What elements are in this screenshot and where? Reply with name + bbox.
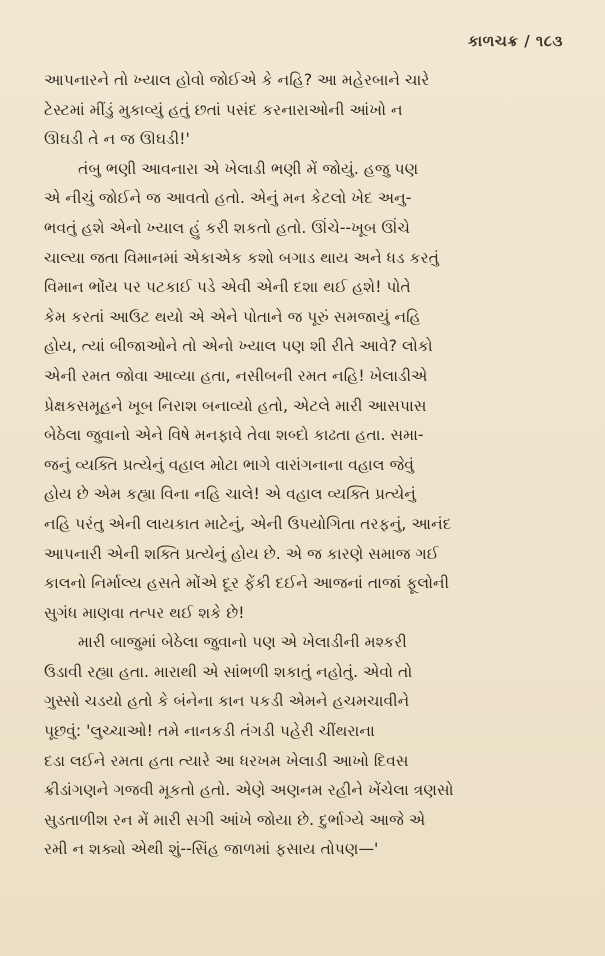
text-line: ગુસ્સો ચડયો હતો કે બંનેના કાન પકડી એમને હચમચાવીને [44,692,410,711]
text-line: રમી ન શક્યો એથી શું--સિંહ જાળમાં ફસાય તોપણ—' [44,840,379,859]
text-line: વિમાન ભોંય પર પટકાઈ પડે એવી એની દશા થઈ હશે! પોતે [44,278,411,297]
body-text [44,66,574,865]
text-line: હોય છે એમ કહ્યા વિના નહિ ચાલે! એ વહાલ વ્યક્તિ પ્રત્યેનું [44,485,416,504]
text-line: ચાલ્યા જતા વિમાનમાં એકાએક કશો બગાડ થાય અને ધડ કરતું [44,248,439,267]
text-line: જનું વ્યક્તિ પ્રત્યેનું વહાલ મોટા ભાગે વારાંગનાના વહાલ જેવું [44,455,414,474]
running-head: કાળચક્ર / ૧૮૩ [467,32,563,50]
text-line: પૂછવું: 'લુચ્ચાઓ! તમે નાનકડી તંગડી પહેરી ચીંથરાના [44,722,375,741]
text-line: ઊઘડી તે ન જ ઊઘડી!' [44,130,190,149]
text-line: તંબુ ભણી આવનારા એ ખેલાડી ભણી મેં જોયું. હજુ પણ [78,159,419,178]
text-line: એની રમત જોવા આવ્યા હતા, નસીબની રમત નહિ! ખેલાડીએ [44,366,428,385]
text-line: આપનારને તો ખ્યાલ હોવો જોઈએ કે નહિ? આ મહેરબાને ચારે [44,71,430,89]
text-line: ટેસ્ટમાં મીંડું મુકાવ્યું હતું છતાં પસંદ કરનારાઓની આંખો ન [44,100,403,119]
text-line: કાલનો નિર્માલ્ય હસતે મોંએ દૂર ફેંકી દઈને આજનાં તાજાં ફૂલોની [44,574,450,593]
text-line: સુગંધ માણવા તત્પર થઈ શકે છે! [44,603,245,622]
text-line: આપનારી એની શક્તિ પ્રત્યેનું હોય છે. એ જ કારણે સમાજ ગઈ [44,544,439,563]
text-line: કેમ કરતાં આઉટ થયો એ એને પોતાને જ પૂરું સમજાયું નહિ [44,307,421,326]
text-line: મારી બાજુમાં બેઠેલા જુવાનો પણ એ ખેલાડીની મશ્કરી [78,633,407,652]
text-line: પ્રેક્ષકસમૂહને ખૂબ નિરાશ બનાવ્યો હતો, એટલે મારી આસપાસ [44,396,427,415]
text-line: નહિ પરંતુ એની લાયકાત માટેનું, એની ઉપયોગિતા તરફનું, આનંદ [44,514,452,533]
text-line: ઉડાવી રહ્યા હતા. મારાથી એ સાંભળી શકાતું નહોતું. એવો તો [44,662,413,681]
text-line: ક્રીડાંગણને ગજવી મૂકતો હતો. એણે અણનમ રહીને ખેંચેલા ત્રણસો [44,781,454,800]
text-line: હોય, ત્યાં બીજાઓને તો એનો ખ્યાલ પણ શી રીતે આવે? લોકો [44,337,433,356]
text-line: સુડતાળીશ રન મેં મારી સગી આંખે જોયા છે. દુર્ભાગ્યે આજે એ [44,810,426,829]
text-line: ભવતું હશે એનો ખ્યાલ હું કરી શકતો હતો. ઊંચે--ખૂબ ઊંચે [44,218,411,237]
text-line: એ નીચું જોઈને જ આવતો હતો. એનું મન કેટલો ખેદ અનુ- [44,189,412,208]
text-line: દડા લઈને રમતા હતા ત્યારે આ ધરખમ ખેલાડી આખો દિવસ [44,751,409,770]
text-line: બેઠેલા જુવાનો એને વિષે મનફાવે તેવા શબ્દો કાઢતા હતા. સમા- [44,426,424,445]
